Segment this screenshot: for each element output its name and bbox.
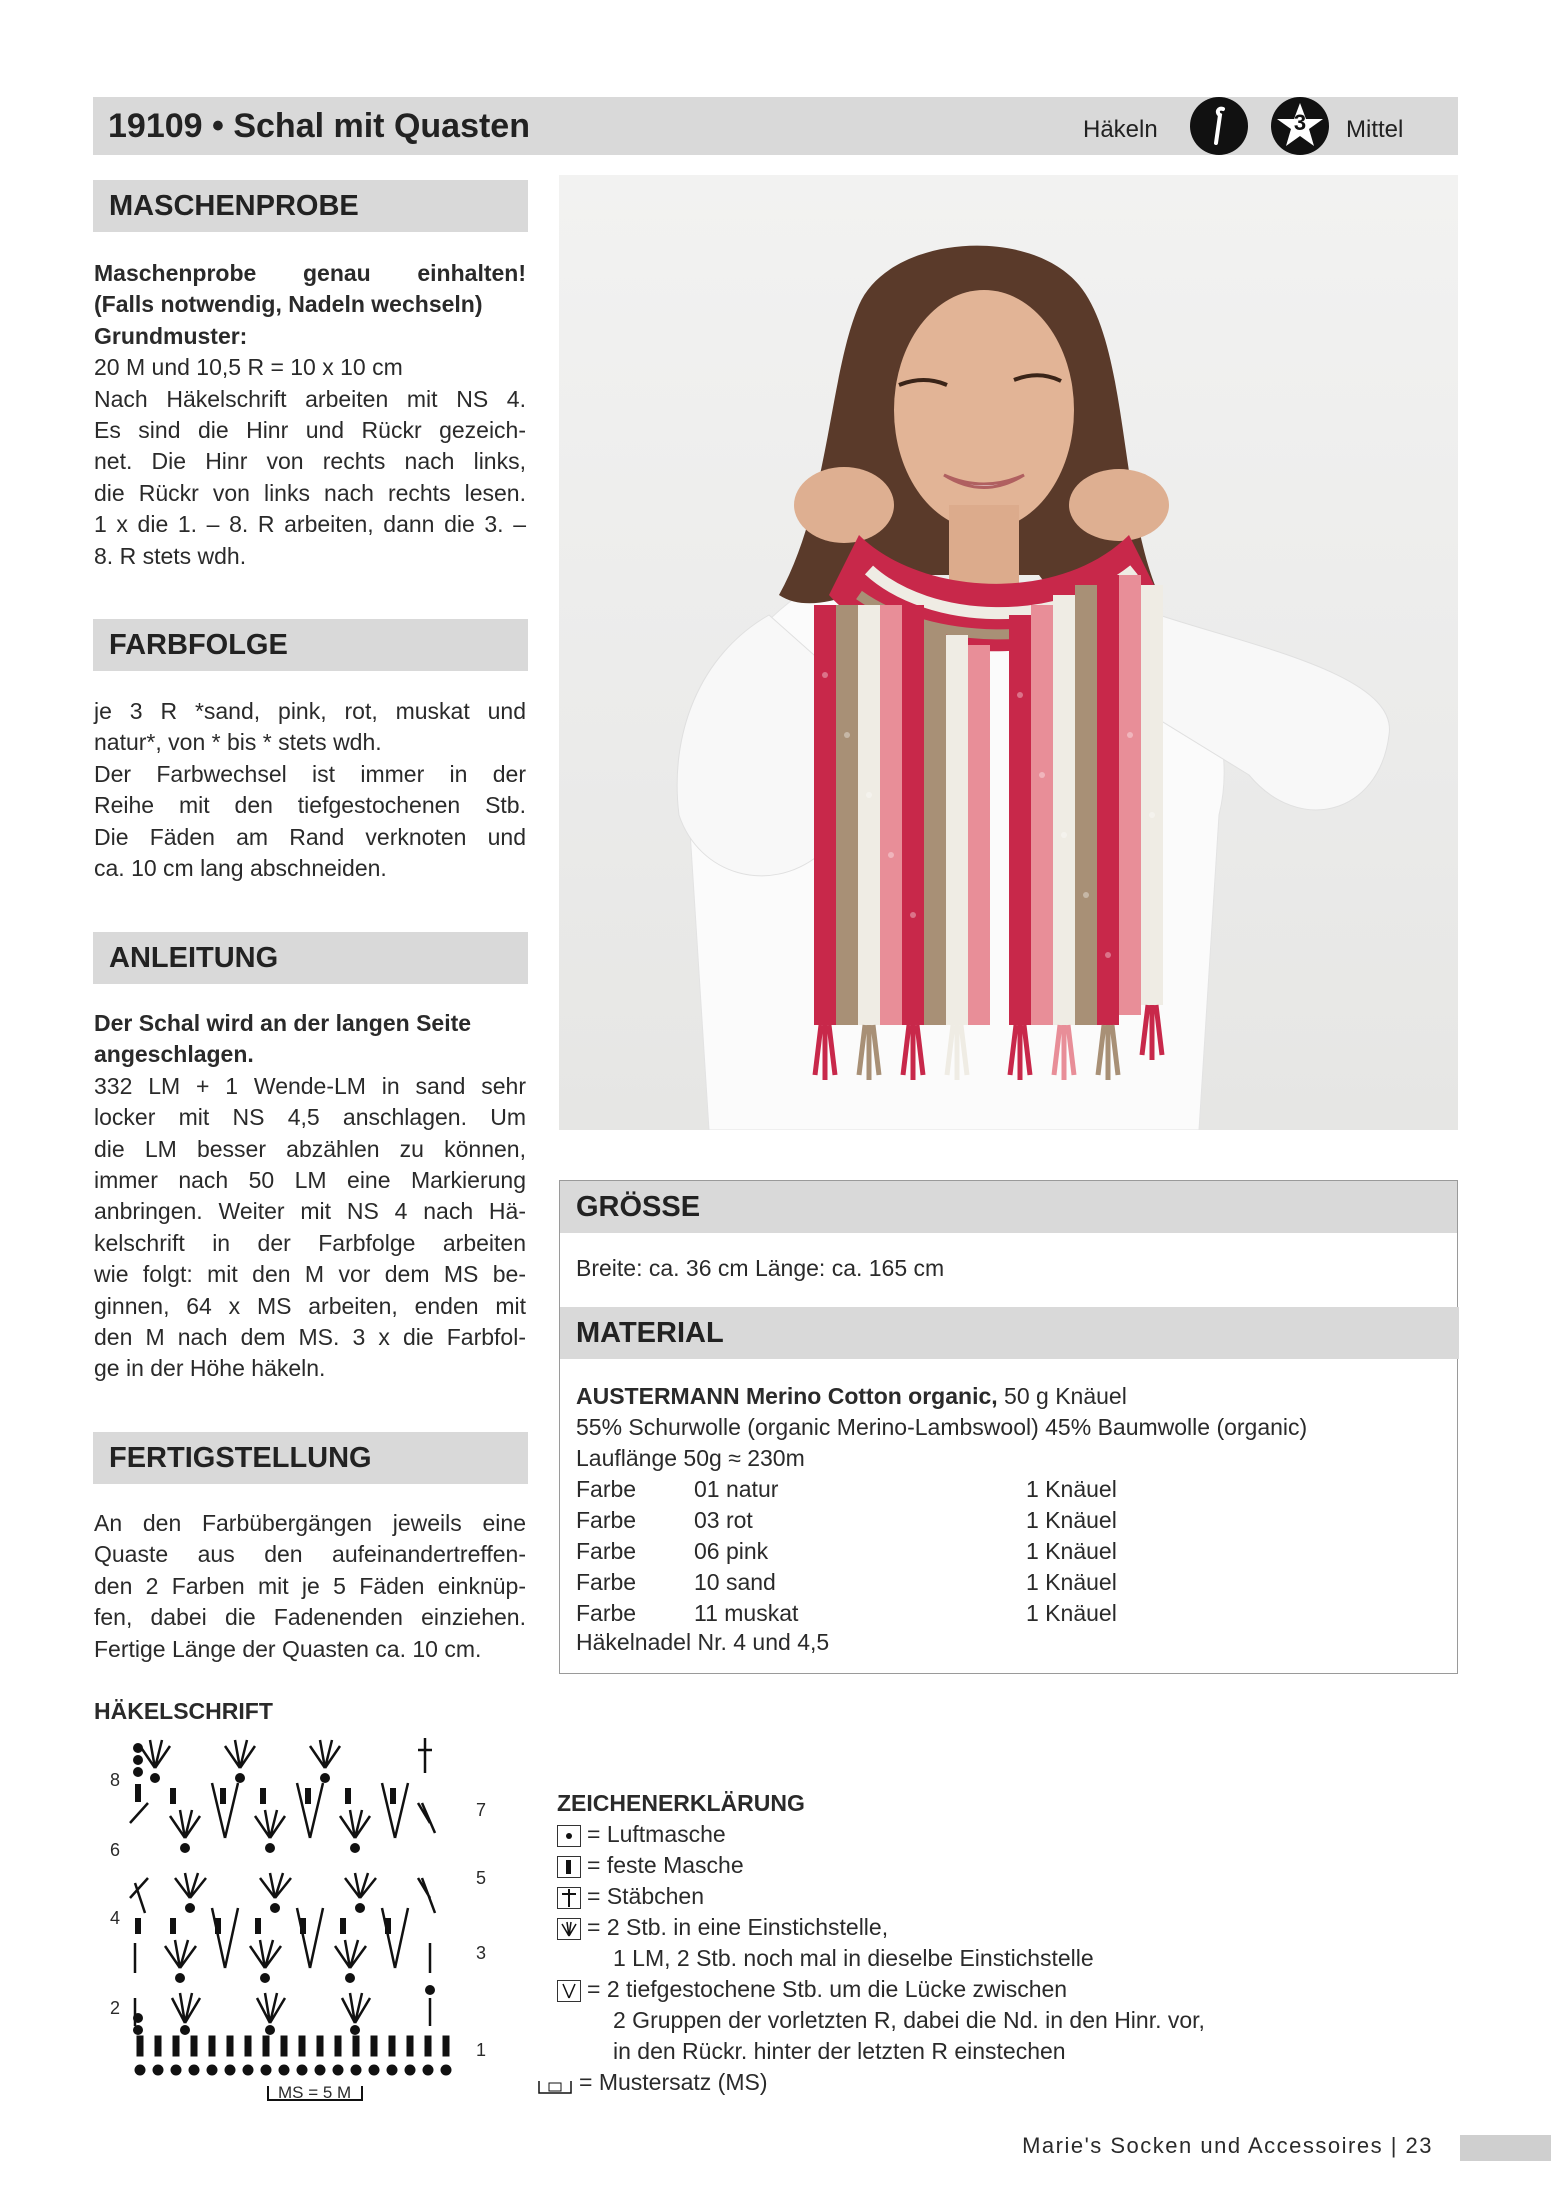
yarn-composition: 55% Schurwolle (organic Merino-Lambswool) 45% Baumwolle (organic) — [576, 1414, 1308, 1440]
needle-info: Häkelnadel Nr. 4 und 4,5 — [576, 1629, 830, 1655]
section-heading-anleitung: ANLEITUNG — [93, 932, 528, 984]
legend-continuation: in den Rückr. hinter der letzten R einstechen — [613, 2038, 1066, 2064]
maschenprobe-bold-line: Maschenprobe genau einhalten! — [94, 260, 526, 286]
repeat-symbol-icon — [537, 2074, 573, 2094]
legend-text: = 2 Stb. in eine Einstichstelle, — [587, 1914, 889, 1940]
color-qty: 1 Knäuel — [1026, 1507, 1117, 1533]
color-label: Farbe — [576, 1538, 637, 1564]
maschenprobe-line: 8. R stets wdh. — [94, 542, 247, 569]
maschenprobe-bold-line: (Falls notwendig, Nadeln wechseln) — [94, 291, 483, 318]
color-row — [576, 1474, 1436, 1505]
legend-item — [557, 1819, 1417, 1850]
farbfolge-text — [94, 696, 526, 884]
anleitung-line: anbringen. Weiter mit NS 4 nach Hä- — [94, 1198, 526, 1225]
pattern-title: 19109 • Schal mit Quasten — [108, 107, 530, 145]
difficulty-number: 3 — [1293, 110, 1307, 135]
farbfolge-line: Reihe mit den tiefgestochenen Stb. — [94, 792, 526, 819]
color-row — [576, 1505, 1436, 1536]
anleitung-bold-line: Der Schal wird an der langen Seite — [94, 1010, 472, 1036]
chart-row-number-left: 6 — [110, 1840, 121, 1860]
color-row — [576, 1598, 1436, 1629]
color-qty: 1 Knäuel — [1026, 1476, 1117, 1502]
spike-stitch-symbol-icon — [557, 1980, 581, 2002]
anleitung-line: ge in der Höhe häkeln. — [94, 1355, 326, 1382]
legend-item — [537, 2067, 1417, 2098]
legend-continuation: 2 Gruppen der vorletzten R, dabei die Nd. in den Hinr. vor, — [613, 2007, 1205, 2033]
chart-row-number-right: 1 — [476, 2040, 487, 2060]
color-row — [576, 1567, 1436, 1598]
fertigstellung-line: den 2 Farben mit je 5 Fäden einknüp- — [94, 1572, 526, 1599]
repeat-label: MS = 5 M — [278, 2083, 352, 2102]
anleitung-bold-line: angeschlagen. — [94, 1041, 254, 1068]
legend-item — [557, 1974, 1417, 2005]
single-crochet-symbol-icon — [557, 1856, 581, 1878]
yarn-length: Lauflänge 50g ≈ 230m — [576, 1445, 805, 1471]
color-label: Farbe — [576, 1600, 637, 1626]
product-photo — [559, 175, 1458, 1130]
footer-bar — [1460, 2135, 1551, 2161]
legend-continuation: 1 LM, 2 Stb. noch mal in dieselbe Einstichstelle — [613, 1945, 1094, 1971]
anleitung-line: immer nach 50 LM eine Markierung — [94, 1167, 526, 1194]
section-heading-groesse: GRÖSSE — [560, 1181, 1457, 1233]
anleitung-line: wie folgt: mit den M vor dem MS be- — [94, 1261, 526, 1288]
chart-heading: HÄKELSCHRIFT — [94, 1698, 273, 1724]
legend-text: = 2 tiefgestochene Stb. um die Lücke zwischen — [587, 1976, 1068, 2002]
material-details — [576, 1381, 1436, 1655]
legend — [557, 1788, 1417, 2098]
color-qty: 1 Knäuel — [1026, 1538, 1117, 1564]
color-code: 10 sand — [694, 1569, 776, 1595]
yarn-brand: AUSTERMANN Merino Cotton organic, — [576, 1383, 998, 1409]
farbfolge-line: Der Farbwechsel ist immer in der — [94, 760, 526, 787]
color-label: Farbe — [576, 1569, 637, 1595]
color-row — [576, 1536, 1436, 1567]
chain-symbol-icon — [557, 1825, 581, 1847]
anleitung-line: 332 LM + 1 Wende-LM in sand sehr — [94, 1072, 526, 1099]
maschenprobe-line: Nach Häkelschrift arbeiten mit NS 4. — [94, 385, 526, 412]
legend-text: = Luftmasche — [587, 1821, 726, 1847]
maschenprobe-line: die Rückr von links nach rechts lesen. — [94, 479, 526, 506]
anleitung-line: kelschrift in der Farbfolge arbeiten — [94, 1229, 526, 1256]
chart-row-number-right: 5 — [476, 1868, 487, 1888]
chart-row-number-left: 2 — [110, 1998, 121, 2018]
fertigstellung-line: An den Farbübergängen jeweils eine — [94, 1510, 526, 1536]
legend-item — [557, 1881, 1417, 1912]
section-heading-material: MATERIAL — [560, 1307, 1459, 1359]
fertigstellung-line: fen, dabei die Fadenenden einziehen. — [94, 1604, 526, 1631]
anleitung-line: die LM besser abzählen zu können, — [94, 1135, 526, 1162]
legend-text: = Stäbchen — [587, 1883, 705, 1909]
anleitung-line: ginnen, 64 x MS arbeiten, enden mit — [94, 1292, 526, 1319]
technique-label: Häkeln — [1083, 116, 1158, 143]
maschenprobe-line: 1 x die 1. – 8. R arbeiten, dann die 3. – — [94, 511, 526, 538]
maschenprobe-text — [94, 258, 526, 572]
farbfolge-line: Die Fäden am Rand verknoten und — [94, 823, 526, 850]
double-crochet-symbol-icon — [557, 1887, 581, 1909]
section-heading-maschenprobe: MASCHENPROBE — [93, 180, 528, 232]
crochet-hook-icon — [1190, 97, 1248, 155]
color-code: 01 natur — [694, 1476, 779, 1502]
chart-row-number-right: 3 — [476, 1943, 487, 1963]
color-label: Farbe — [576, 1507, 637, 1533]
color-code: 03 rot — [694, 1507, 753, 1533]
difficulty-star-icon — [1271, 97, 1329, 155]
section-heading-fertigstellung: FERTIGSTELLUNG — [93, 1432, 528, 1484]
maschenprobe-line: net. Die Hinr von rechts nach links, — [94, 448, 526, 475]
section-heading-farbfolge: FARBFOLGE — [93, 619, 528, 671]
fertigstellung-line: Fertige Länge der Quasten ca. 10 cm. — [94, 1635, 482, 1662]
color-code: 06 pink — [694, 1538, 769, 1564]
color-qty: 1 Knäuel — [1026, 1569, 1117, 1595]
fertigstellung-line: Quaste aus den aufeinandertreffen- — [94, 1541, 526, 1568]
farbfolge-line: natur*, von * bis * stets wdh. — [94, 729, 382, 756]
color-label: Farbe — [576, 1476, 637, 1502]
size-material-box — [559, 1180, 1458, 1674]
chart-row-number-left: 4 — [110, 1908, 121, 1928]
difficulty-label: Mittel — [1346, 116, 1404, 143]
crochet-chart — [100, 1728, 500, 2108]
fertigstellung-text — [94, 1508, 526, 1665]
legend-item — [557, 1912, 1417, 1943]
legend-text: = feste Masche — [587, 1852, 744, 1878]
chart-row-number-left: 8 — [110, 1770, 121, 1790]
color-qty: 1 Knäuel — [1026, 1600, 1117, 1626]
maschenprobe-line: 20 M und 10,5 R = 10 x 10 cm — [94, 354, 403, 381]
anleitung-text — [94, 1008, 526, 1385]
maschenprobe-line: Es sind die Hinr und Rückr gezeich- — [94, 417, 526, 444]
anleitung-line: locker mit NS 4,5 anschlagen. Um — [94, 1104, 526, 1131]
color-code: 11 muskat — [694, 1600, 799, 1626]
anleitung-line: den M nach dem MS. 3 x die Farbfol- — [94, 1324, 526, 1351]
page-footer: Marie's Socken und Accessoires | 23 — [1022, 2133, 1433, 2158]
shell-symbol-icon — [557, 1918, 581, 1940]
legend-text: = Mustersatz (MS) — [579, 2069, 768, 2095]
legend-item — [557, 1850, 1417, 1881]
farbfolge-line: je 3 R *sand, pink, rot, muskat und — [94, 698, 526, 724]
chart-row-number-right: 7 — [476, 1800, 487, 1820]
farbfolge-line: ca. 10 cm lang abschneiden. — [94, 855, 387, 882]
size-text: Breite: ca. 36 cm Länge: ca. 165 cm — [576, 1255, 945, 1281]
legend-heading: ZEICHENERKLÄRUNG — [557, 1790, 805, 1816]
yarn-skein-weight: 50 g Knäuel — [997, 1383, 1127, 1409]
maschenprobe-bold-line: Grundmuster: — [94, 322, 248, 349]
